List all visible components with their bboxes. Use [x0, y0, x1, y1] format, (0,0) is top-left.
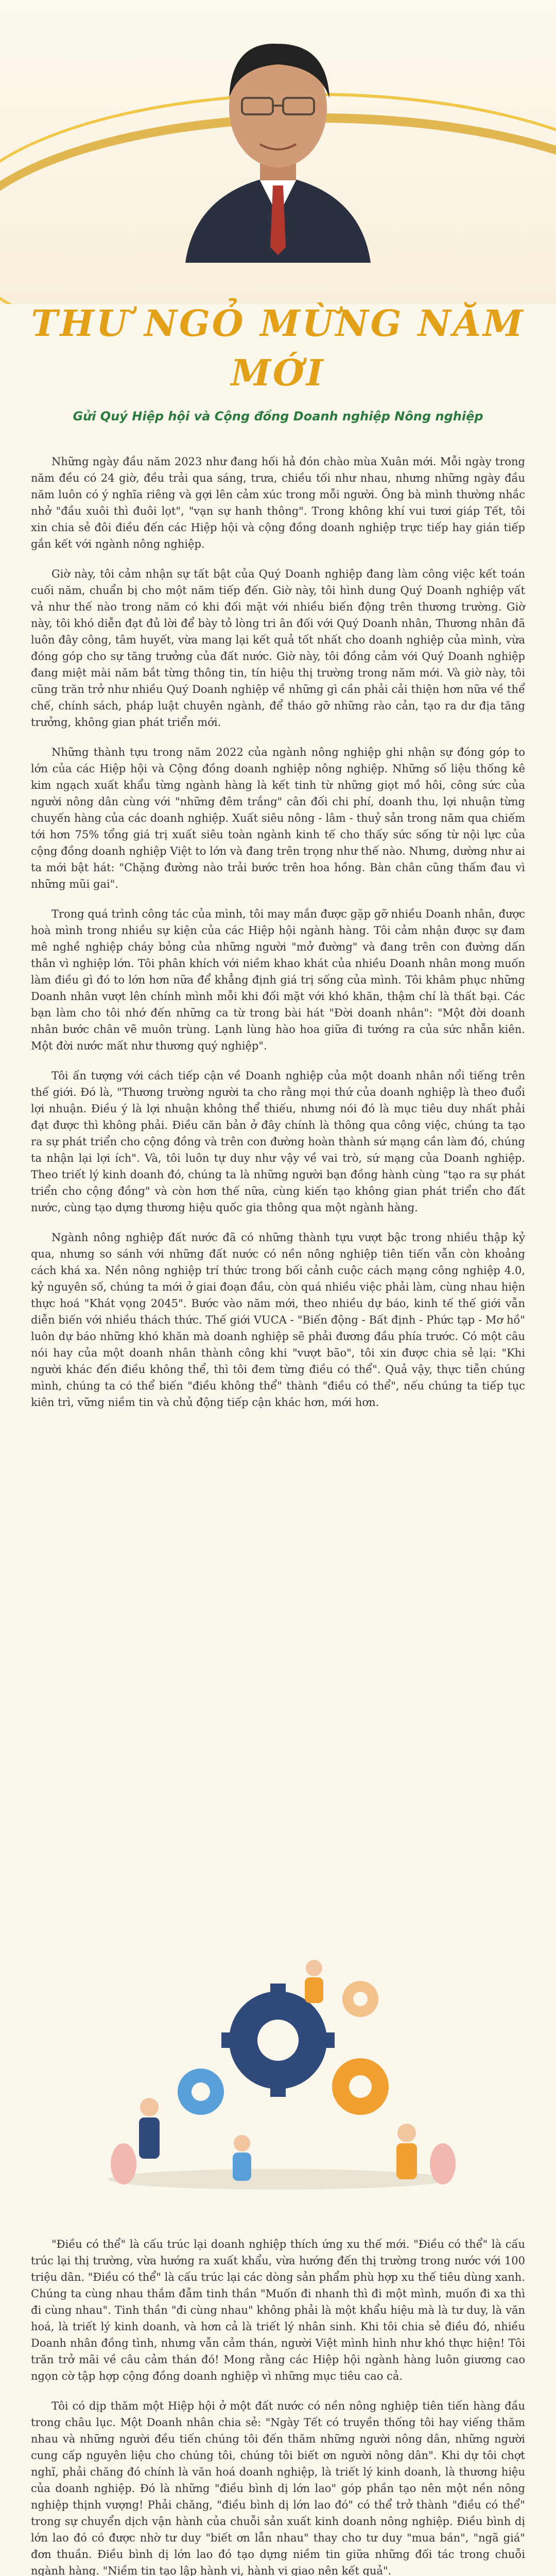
- paragraph: Những ngày đầu năm 2023 như đang hối hả đón chào mùa Xuân mới. Mỗi ngày trong năm đều có 24 giờ, đều trải qua sáng, trưa, chiều tối như nhau, nhưng những ngày đầu năm luôn có ý nghĩa riêng và gợi lên cảm xúc trong mỗi người. Ông bà mình thường nhắc nhở "đầu xuôi thì đuôi lọt", "vạn sự hanh thông". Trong không khí vui tươi giáp Tết, tôi xin chia sẻ đôi điều đến các Hiệp hội và cộng đồng doanh nghiệp trực tiếp hay gián tiếp gắn kết với ngành nông nghiệp.: [31, 455, 525, 550]
- letter-body-part2: [31, 2236, 525, 2576]
- paragraph: "Điều có thể" là cấu trúc lại doanh nghiệp thích ứng xu thế mới. "Điều có thể" là cấu trúc lại thị trường, vừa hướng ra xuất khẩu, vừa hướng đến thị trường trong nước với 100 triệu dân. "Điều có thể" là cấu trúc lại các dòng sản phẩm phù hợp xu thế tiêu dùng xanh. Chúng ta cùng nhau thắm đẫm tinh thần "Muốn đi nhanh thì đi một mình, muốn đi xa thì đi cùng nhau". Tinh thần "đi cùng nhau" không phải là một khẩu hiệu mà là tư duy, là văn hoá, là triết lý kinh doanh, và hơn cả là triết lý nhân sinh. Khi tôi chia sẻ điều đó, nhiều Doanh nhân đồng tình, nhưng vẫn cảm thán, người Việt mình hình như khó thực hiện! Tôi trăn trở mãi về câu cảm thán đó! Mong rằng các Hiệp hội ngành hàng luôn giương cao ngọn cờ tập hợp cộng đồng doanh nghiệp vì những mục tiêu cao cả.: [31, 2238, 525, 2382]
- paragraph: Tôi có dịp thăm một Hiệp hội ở một đất nước có nền nông nghiệp tiên tiến hàng đầu trong châu lục. Một Doanh nhân chia sẻ: "Ngày Tết có truyền thống tôi hay viếng thăm nhau và những người đều tiến chúng tôi đến thăm những người nông dân, những người cung cấp nguyên liệu cho chúng tôi, chúng tôi biết ơn người nông dân". Khi dự tôi chợt nghĩ, phải chăng đó chính là văn hoá doanh nghiệp, là triết lý kinh doanh, là thương hiệu của doanh nghiệp. Đó là những "điều bình dị lớn lao" góp phần tạo nên một nền nông nghiệp thịnh vượng! Phải chăng, "điều bình dị lớn lao đó" có thể trở thành "điều có thể" trong sự chuyển dịch vận hành của chuỗi sản xuất kinh doanh nông nghiệp. Điều bình dị lớn lao đó có được nhờ tư duy "biết ơn lẫn nhau" thay cho tư duy "mua bán", "ngã giá" đơn thuần. Điều bình dị lớn lao đó tạo dựng niềm tin giữa những đối tác trong chuỗi ngành hàng. "Niềm tin tạo lập hành vi, hành vi giao nên kết quả".: [31, 2400, 525, 2576]
- hero-banner: [0, 0, 556, 304]
- paragraph: Tôi ấn tượng với cách tiếp cận về Doanh nghiệp của một doanh nhân nổi tiếng trên thế giới. Đó là, "Thương trường người ta cho rằng mọi thứ của doanh nghiệp là theo đuổi lợi nhuận. Điều ý là lợi nhuận không thể thiếu, nhưng nói đó là mục tiêu duy nhất phải đạt được thì không phải. Điều căn bản ở đây chính là thông qua công việc, chúng ta tạo ra sự phát triển cho cộng đồng và trên con đường hoàn thành sứ mạng cần làm đó, chúng ta nhận lại lợi ích". Và, tôi luôn tự duy như vậy về vai trò, sứ mạng của Doanh nghiệp. Theo triết lý kinh doanh đó, chúng ta là những người bạn đồng hành cùng "tạo ra sự phát triển cho cộng đồng" và còn hơn thế nữa, cùng kiến tạo không gian phát triển cho đất nước, cùng tạo dựng thương hiệu quốc gia thông qua một ngành hàng.: [31, 1070, 525, 1214]
- paragraph: Giờ này, tôi cảm nhận sự tất bật của Quý Doanh nghiệp đang làm công việc kết toán cuối năm, chuẩn bị cho một năm tiếp đến. Giờ này, tôi hình dung Quý Doanh nghiệp vất vả như thế nào trong năm có khi đối mặt với nhiều biến động trên thương trường. Giờ này, tôi khó diễn đạt đủ lời để bày tỏ lòng tri ân đối với Quý Doanh nhân, Thương nhân đã luôn đây công, tâm huyết, vừa mang lại kết quả tốt nhất cho doanh nghiệp của mình, vừa đóng góp cho sự tăng trưởng của đất nước. Giờ này, tôi đồng cảm với Quý Doanh nghiệp đang miệt mài năm bắt từng thông tin, tín hiệu thị trường trong năm mới. Và giờ này, tôi cũng trăn trở như nhiều Quý Doanh nghiệp về những gì cần phải cải thiện hơn nữa về thể chế, chính sách, pháp luật chuyên ngành, để tháo gỡ những rào cản, tạo ra dư địa tăng trưởng, không gian phát triển mới.: [31, 568, 525, 728]
- paragraph: Những thành tựu trong năm 2022 của ngành nông nghiệp ghi nhận sự đóng góp to lớn của các Hiệp hội và Cộng đồng doanh nghiệp nông nghiệp. Những số liệu thống kê kim ngạch xuất khẩu từng ngành hàng là kết tinh từ những giọt mồ hôi, công sức của người nông dân cùng với "những đêm trắng" cân đối chi phí, doanh thu, lợi nhuận từng chuyến hàng của các doanh nghiệp. Xuất siêu nông - lâm - thuỷ sản trong năm qua chiếm tới hơn 75% tổng giá trị xuất siêu toàn ngành kinh tế cho thấy sức sống từ nội lực của cộng đồng doanh nghiệp Việt to lớn và đang trên trọng như thế nào. Nhưng, dường như ai ta mới bật hát: "Chặng đường nào trải bước trên hoa hồng. Bàn chân cũng thấm đau vì những mũi gai".: [31, 746, 525, 890]
- page-title: THƯ NGỎ MỪNG NĂM MỚI: [31, 302, 525, 394]
- paragraph: Ngành nông nghiệp đất nước đã có những thành tựu vượt bậc trong nhiều thập kỷ qua, nhưng so sánh với những đất nước có nền nông nghiệp tiên tiến vẫn còn khoảng cách khá xa. Nền nông nghiệp trí thức trong bối cảnh cuộc cách mạng công nghiệp 4.0, kỷ nguyên số, chúng ta mới ở giai đoạn đầu, còn quá nhiều việc phải làm, cùng nhau hiện thực hoá "Khát vọng 2045". Bước vào năm mới, theo nhiều dự báo, kinh tế thế giới vẫn diễn biến với nhiều thách thức. Thế giới VUCA - "Biến động - Bất định - Phức tạp - Mơ hồ" luôn dự báo những khó khăn mà doanh nghiệp sẽ phải đương đầu phía trước. Có một câu nói hay của một doanh nhân thành công khi "vượt bão", tôi xin được chia sẻ lại: "Khi người khác đến điều không thể, thì tôi đem từng điều có thể". Quả vậy, thực tiễn chúng mình, chúng ta có thể biến "điều không thể" thành "điều có thể", nếu chúng ta tiếp tục kiên trì, vững niềm tin và chủ động tiếp cận khác hơn, mới hơn.: [31, 1231, 525, 1409]
- paragraph: Trong quá trình công tác của mình, tôi may mắn được gặp gỡ nhiều Doanh nhân, được hoà mình trong nhiều sự kiện của các Hiệp hội ngành hàng. Tôi cảm nhận được sự đam mê nghề nghiệp cháy bỏng của những người "mở đường" và đang trên con đường dấn thân vì nghiệp lớn. Tôi phân khích với niềm khao khát của nhiều Doanh nhân mong muốn làm điều gì đó to lớn hơn nữa để khẳng định giá trị sống của mình. Tôi khâm phục những Doanh nhân vượt lên chính mình mỗi khi đối mặt với khó khăn, thậm chí là thất bại. Các bạn làm cho tôi nhớ đến những ca từ trong bài hát "Đời doanh nhân": "Một đời doanh nhân bước chân vẽ muôn trùng. Lạnh lùng hào hoa giữa đi tướng ra của sức nhẫn kiên. Một đời nước mất như thương quý nghiệp".: [31, 908, 525, 1052]
- teamwork-gears-illustration: [72, 1937, 484, 2195]
- minister-portrait: [175, 21, 381, 263]
- page-subtitle: Gửi Quý Hiệp hội và Cộng đồng Doanh nghiệp Nông nghiệp: [73, 409, 483, 423]
- title-block: [0, 299, 556, 423]
- letter-body-part1: [31, 453, 525, 1424]
